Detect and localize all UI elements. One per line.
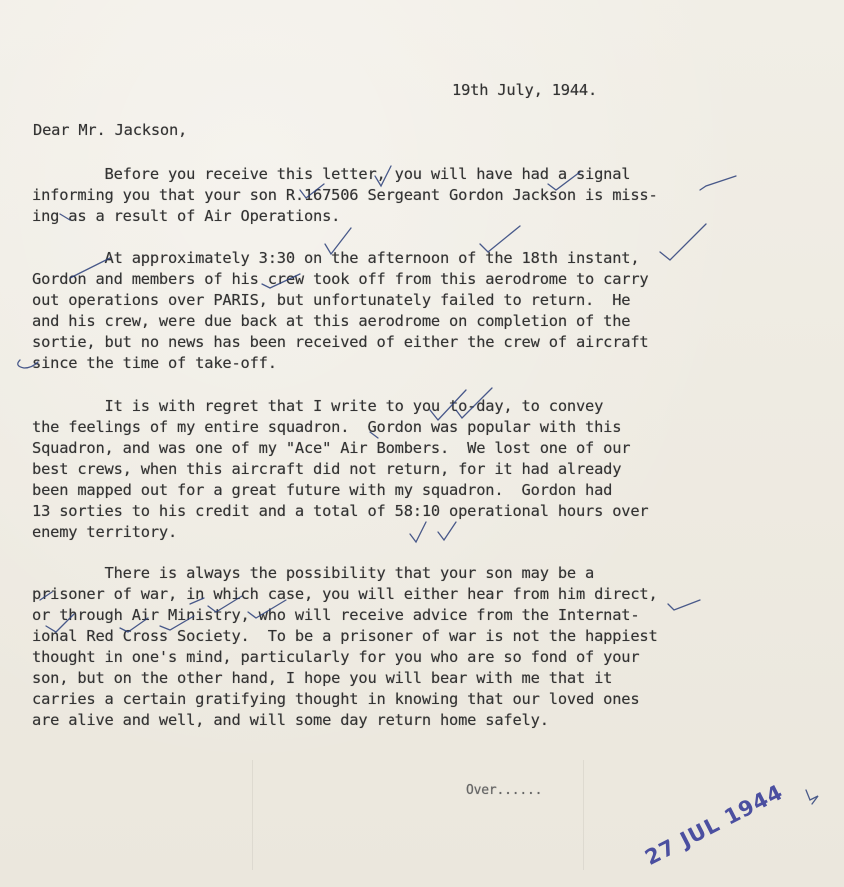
paragraph-condolence: It is with regret that I write to you to-day, to convey the feelings of my entire squadron. Gordon was popular with this Squadron, and was one of my "Ace" Air Bombers. We lost one of our best crews, when this aircraft did not return, for it had already been mapped out for a great future with my squadron. Gordon had 13 sorties to his credit and a total of 58:10 operational hours over enemy territory. (32, 397, 649, 541)
tick-mark-icon (668, 600, 700, 610)
received-date-stamp: 27 JUL 1944 (641, 779, 788, 870)
paragraph-signal-notice: Before you receive this letter, you will have had a signal informing you that your son R.167506 Sergeant Gordon Jackson is miss- ing as a result of Air Operations. (32, 165, 658, 225)
tick-mark-icon (46, 614, 74, 632)
tick-mark-icon (120, 618, 148, 632)
tick-mark-icon (548, 172, 580, 190)
tick-mark-icon (208, 596, 242, 612)
tick-mark-icon (375, 166, 391, 186)
tick-mark-icon (370, 432, 378, 438)
tick-mark-icon (300, 184, 324, 198)
tick-mark-icon (438, 522, 456, 540)
tick-mark-icon (325, 228, 351, 254)
tick-mark-icon (660, 224, 706, 260)
tick-mark-icon (190, 598, 204, 604)
paragraph-prisoner-possibility: There is always the possibility that your son may be a prisoner of war, in which case, you will either hear from him direct, or through Air Ministry, who will receive advice from the Internat- ional Red Cross Society. To be a prisoner of war is not the happiest thought in one's mind, particularly for you who are so fond of your son, but on the other hand, I hope you will bear with me that it carries a certain gratifying thought in knowing that our loved ones are alive and well, and will some day return home safely. (32, 564, 658, 729)
tick-mark-icon (410, 522, 426, 542)
tick-mark-icon (40, 592, 52, 600)
paragraph-operation-details: At approximately 3:30 on the afternoon of the 18th instant, Gordon and members of his crew took off from this aerodrome to carry out operations over PARIS, but unfortunately failed to return. He and his crew, were due back at this aerodrome on completion of the sortie, but no news has been received of either the crew of aircraft since the time of take-off. (32, 249, 649, 372)
tick-mark-icon (456, 388, 492, 418)
letter-date: 19th July, 1944. (452, 81, 598, 99)
tick-mark-icon (248, 600, 286, 618)
continuation-note: Over...... (466, 783, 543, 798)
tick-mark-icon (70, 258, 110, 278)
tick-mark-icon (60, 214, 70, 220)
tick-mark-icon (18, 360, 38, 368)
tick-mark-icon (700, 176, 736, 190)
salutation: Dear Mr. Jackson, (33, 121, 188, 139)
tick-mark-icon (806, 790, 818, 804)
tick-mark-icon (480, 226, 520, 252)
tick-mark-icon (262, 274, 300, 288)
tick-mark-icon (160, 616, 194, 630)
